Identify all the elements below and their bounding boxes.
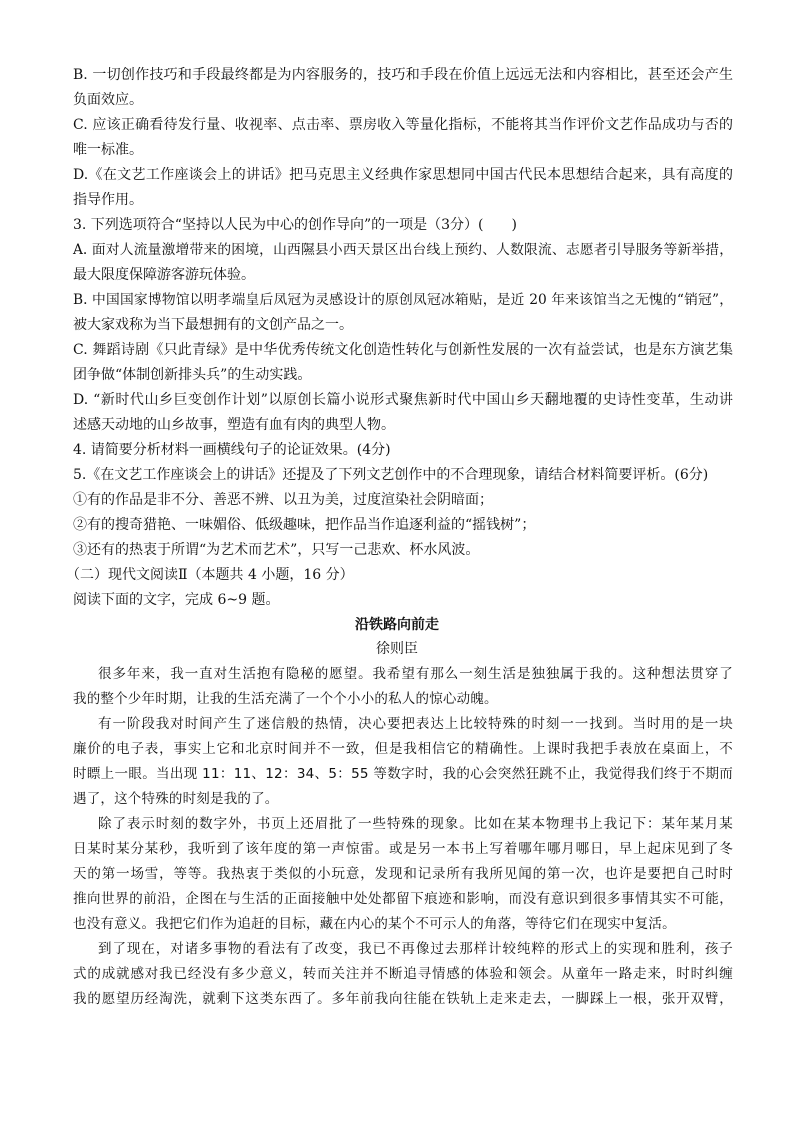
section-heading: （二）现代文阅读Ⅱ（本题共 4 小题，16 分）: [66, 567, 354, 583]
question-2-option-d-line-2: 指导作用。: [73, 192, 143, 208]
article-paragraph-4-line-3: 我的愿望历经淘洗，就剩下这类东西了。多年前我向往能在铁轨上走来走去，一脚踩上一根，张开双臂，: [73, 991, 733, 1007]
question-3-option-c-line-2: 团争做“体制创新排头兵”的生动实践。: [73, 367, 312, 383]
article-paragraph-4-line-2: 式的成就感对我已经没有多少意义，转而关注并不断追寻情感的体验和领会。从童年一路走来，时时纠缠: [73, 966, 733, 982]
question-4: 4. 请简要分析材料一画横线句子的论证效果。(4分): [73, 442, 391, 458]
question-2-option-b-line-1: B. 一切创作技巧和手段最终都是为内容服务的，技巧和手段在价值上远远无法和内容相比，甚至还会产生: [73, 67, 733, 83]
article-paragraph-3-line-5: 也没有意义。我把它们作为追赶的目标，藏在内心的某个不可示人的角落，等待它们在现实中复活。: [73, 916, 676, 932]
article-title: 沿铁路向前走: [355, 617, 439, 633]
article-paragraph-1-line-1: 很多年来，我一直对生活抱有隐秘的愿望。我希望有那么一刻生活是独独属于我的。这种想法贯穿了: [98, 666, 733, 682]
section-instruction: 阅读下面的文字，完成 6~9 题。: [73, 592, 280, 608]
article-paragraph-3-line-1: 除了表示时刻的数字外，书页上还眉批了一些特殊的现象。比如在某本物理书上我记下：某年某月某: [98, 816, 733, 832]
article-paragraph-3-line-4: 推向世界的前沿，企图在与生活的正面接触中处处都留下痕迹和影响，而没有意识到很多事情其实不可能，: [73, 891, 733, 907]
article-author: 徐则臣: [376, 641, 418, 657]
question-5-item-1: ①有的作品是非不分、善恶不辨、以丑为美，过度渲染社会阴暗面；: [73, 492, 493, 508]
question-3-option-d-line-2: 述感天动地的山乡故事，塑造有血有肉的典型人物。: [73, 417, 395, 433]
article-paragraph-4-line-1: 到了现在，对诸多事物的看法有了改变，我已不再像过去那样计较纯粹的形式上的实现和胜利，孩子: [98, 941, 733, 957]
article-paragraph-2-line-1: 有一阶段我对时间产生了迷信般的热情，决心要把表达上比较特殊的时刻一一找到。当时用的是一块: [98, 716, 733, 732]
article-paragraph-3-line-3: 天的第一场雪，等等。我热衷于类似的小玩意，发现和记录所有我所见闻的第一次，也许是要把自己时时: [73, 866, 733, 882]
article-paragraph-2-line-4: 遇了，这个特殊的时刻是我的了。: [73, 791, 279, 807]
article-paragraph-3-line-2: 日某时某分某秒，我听到了该年度的第一声惊雷。或是另一本书上写着哪年哪月哪日，早上起床见到了冬: [73, 841, 733, 857]
question-3-option-b-line-2: 被大家戏称为当下最想拥有的文创产品之一。: [73, 317, 353, 333]
question-3-option-d-line-1: D. “新时代山乡巨变创作计划”以原创长篇小说形式聚焦新时代中国山乡天翻地覆的史诗性变革，生动讲: [73, 392, 733, 408]
question-5-item-2: ②有的搜奇猎艳、一味媚俗、低级趣味，把作品当作追逐利益的“摇钱树”；: [73, 517, 536, 533]
question-5-stem: 5.《在文艺工作座谈会上的讲话》还提及了下列文艺创作中的不合理现象，请结合材料简要评析。(6分): [73, 467, 709, 483]
article-paragraph-2-line-2: 廉价的电子表，事实上它和北京时间并不一致，但是我相信它的精确性。上课时我把手表放在桌面上，不: [73, 741, 733, 757]
question-3-option-c-line-1: C. 舞蹈诗剧《只此青绿》是中华优秀传统文化创造性转化与创新性发展的一次有益尝试，也是东方演艺集: [73, 342, 733, 358]
question-2-option-b-line-2: 负面效应。: [73, 92, 143, 108]
question-2-option-c-line-1: C. 应该正确看待发行量、收视率、点击率、票房收入等量化指标，不能将其当作评价文艺作品成功与否的: [73, 117, 733, 133]
article-paragraph-1-line-2: 我的整个少年时期，让我的生活充满了一个个小小的私人的惊心动魄。: [73, 691, 498, 707]
question-5-item-3: ③还有的热衷于所谓“为艺术而艺术”，只写一己悲欢、杯水风波。: [73, 542, 480, 558]
question-3-option-a-line-2: 最大限度保障游客游玩体验。: [73, 267, 255, 283]
article-paragraph-2-line-3: 时瞟上一眼。当出现 11：11、12：34、5：55 等数字时，我的心会突然狂跳不止，我觉得我们终于不期而: [73, 766, 733, 782]
question-2-option-d-line-1: D.《在文艺工作座谈会上的讲话》把马克思主义经典作家思想同中国古代民本思想结合起来，具有高度的: [73, 167, 733, 183]
question-3-option-b-line-1: B. 中国国家博物馆以明孝端皇后凤冠为灵感设计的原创凤冠冰箱贴，是近 20 年来该馆当之无愧的“销冠”，: [73, 292, 733, 308]
question-2-option-c-line-2: 唯一标准。: [73, 142, 143, 158]
question-3-option-a-line-1: A. 面对人流量激增带来的困境，山西隰县小西天景区出台线上预约、人数限流、志愿者引导服务等新举措，: [73, 242, 733, 258]
question-3-stem: 3. 下列选项符合“坚持以人民为中心的创作导向”的一项是（3分）( ): [73, 217, 517, 233]
